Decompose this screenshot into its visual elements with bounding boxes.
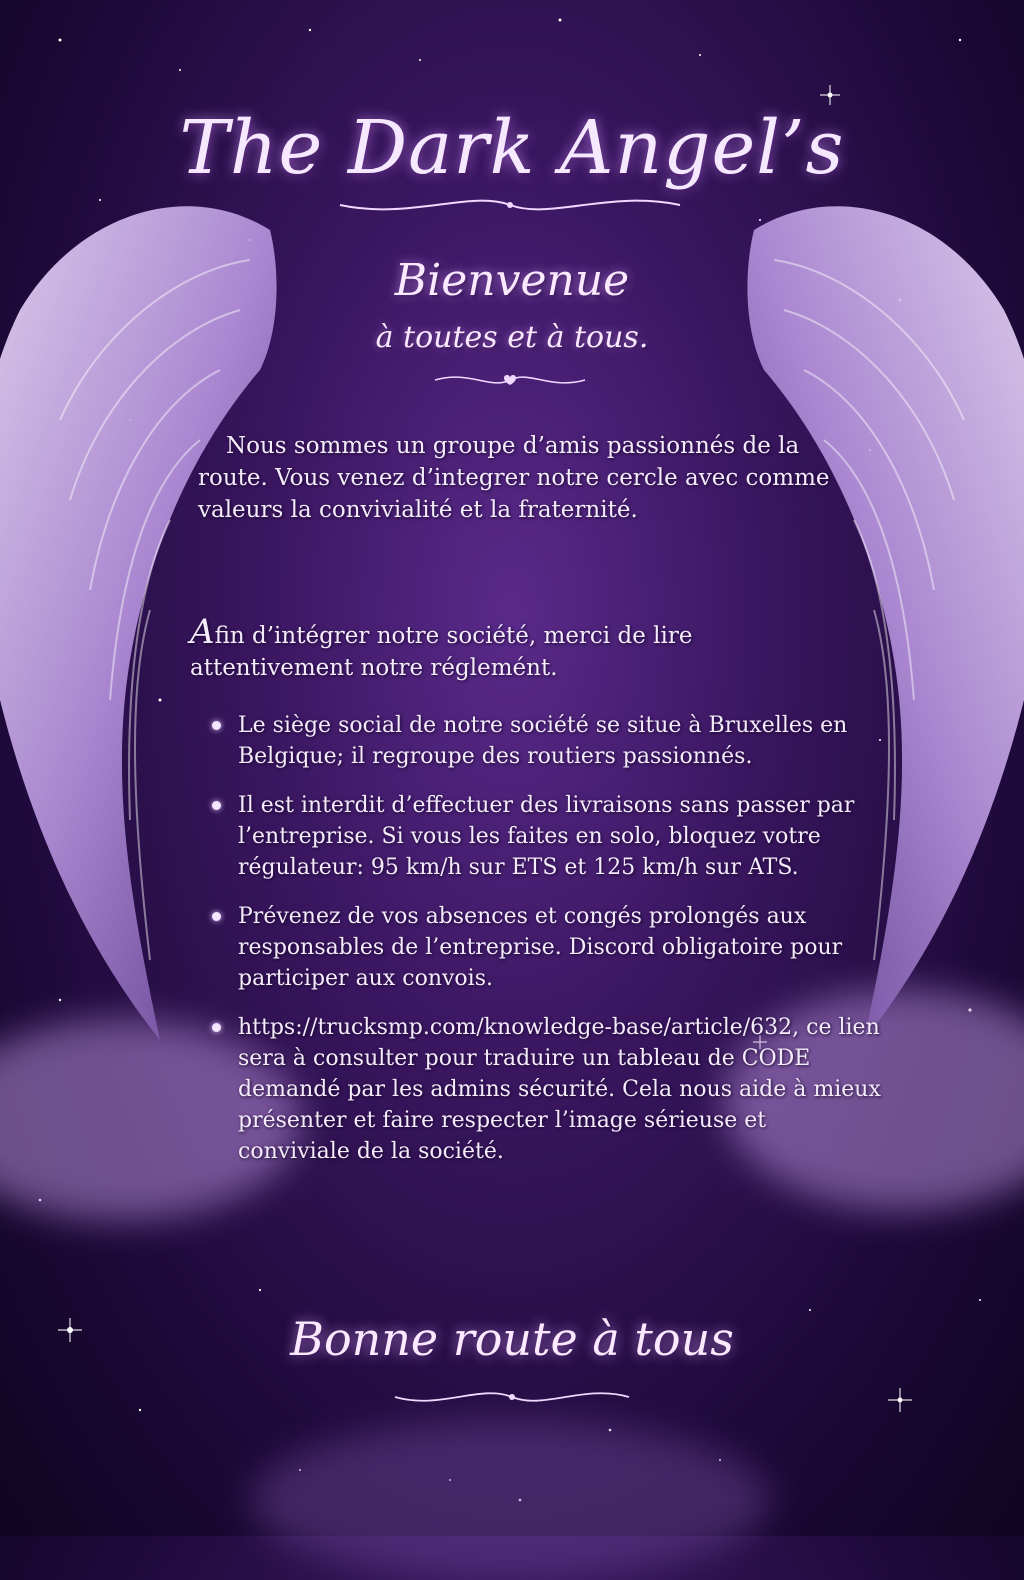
ornament-divider bbox=[430, 368, 590, 392]
page-title: The Dark Angel’s bbox=[179, 105, 845, 191]
welcome-subheading: à toutes et à tous. bbox=[375, 320, 649, 355]
rule-item bbox=[212, 901, 882, 994]
decorative-initial: A bbox=[190, 612, 215, 652]
rules-intro-paragraph bbox=[190, 612, 830, 684]
welcome-heading: Bienvenue bbox=[394, 255, 630, 306]
rule-text: https://trucksmp.com/knowledge-base/article/632, ce lien sera à consulter pour traduire un tableau de CODE demandé par les admins sécurité. Cela nous aide à mieux présenter et faire respecter l’image sérieuse et conviviale de la société. bbox=[238, 1015, 881, 1164]
rule-text: Prévenez de vos absences et congés prolongés aux responsables de l’entreprise. Discord obligatoire pour participer aux convois. bbox=[238, 904, 843, 991]
rule-item bbox=[212, 1012, 882, 1167]
bullet-icon bbox=[212, 721, 221, 730]
rules-list bbox=[212, 710, 882, 1185]
bullet-icon bbox=[212, 1023, 221, 1032]
intro-text: Nous sommes un groupe d’amis passionnés de la route. Vous venez d’integrer notre cercle avec comme valeurs la convivialité et la fraternité. bbox=[198, 433, 830, 523]
bottom-flourish-ornament bbox=[390, 1382, 634, 1412]
rule-item bbox=[212, 790, 882, 883]
intro-paragraph bbox=[198, 430, 838, 526]
bullet-icon bbox=[212, 801, 221, 810]
rule-text: Le siège social de notre société se situe à Bruxelles en Belgique; il regroupe des routiers passionnés. bbox=[238, 713, 848, 769]
cloud-decoration bbox=[250, 1420, 770, 1580]
rule-text: Il est interdit d’effectuer des livraisons sans passer par l’entreprise. Si vous les faites en solo, bloquez votre régulateur: 95 km/h sur ETS et 125 km/h sur ATS. bbox=[238, 793, 855, 880]
farewell-heading: Bonne route à tous bbox=[290, 1312, 734, 1366]
bullet-icon bbox=[212, 912, 221, 921]
title-flourish-ornament bbox=[330, 190, 690, 220]
rule-item bbox=[212, 710, 882, 772]
rules-intro-text: fin d’intégrer notre société, merci de lire attentivement notre réglemént. bbox=[190, 623, 693, 681]
